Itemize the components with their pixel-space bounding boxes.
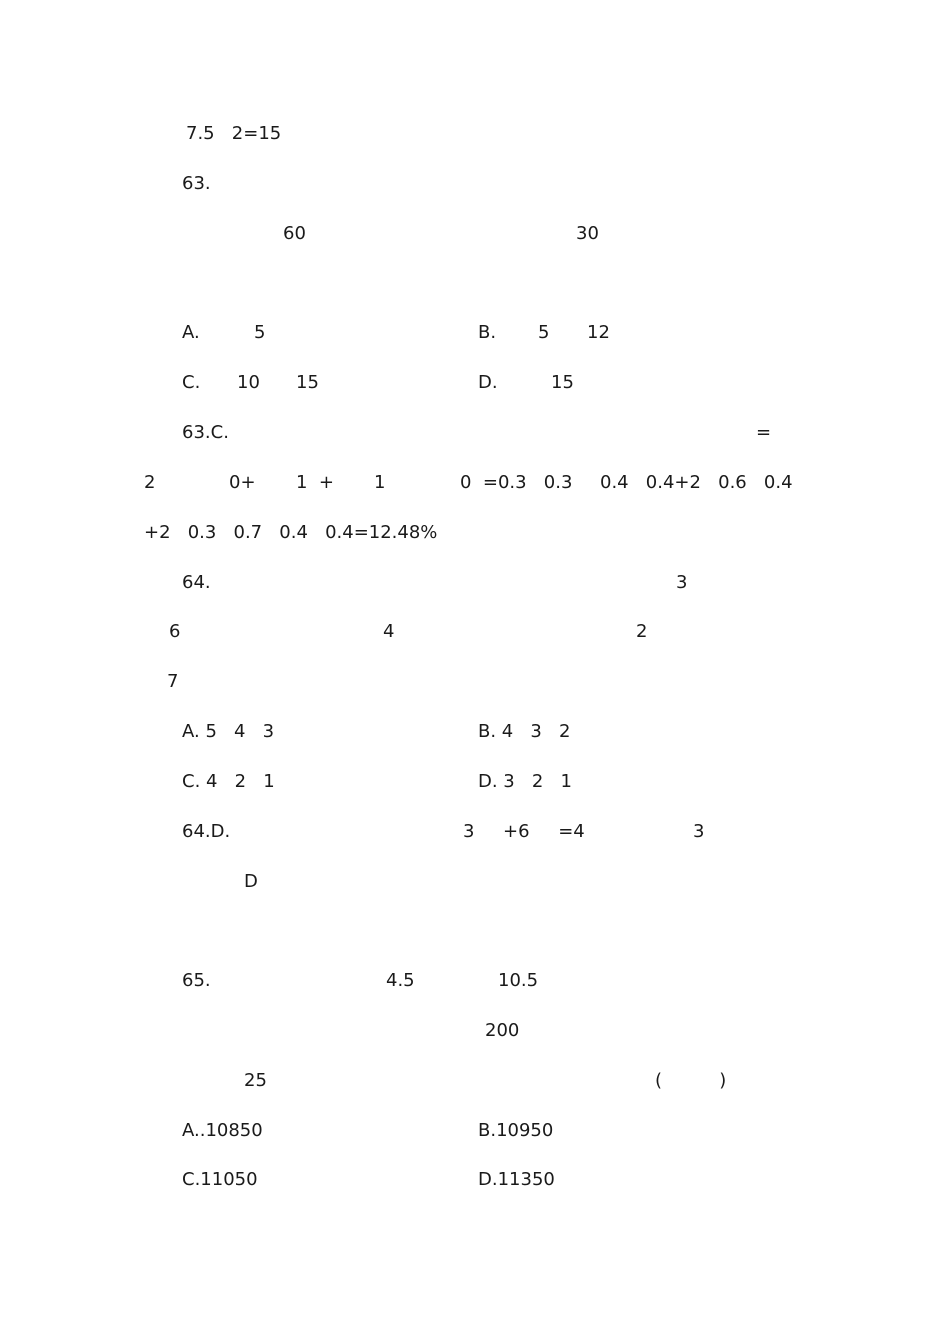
option-63-b-value-1: 5 [538,322,550,343]
question-64-value-7: 7 [167,671,179,692]
equation-line: 7.5 2=15 [186,123,282,144]
option-65-d: D.11350 [478,1169,555,1190]
question-65-value-10-5: 10.5 [498,970,539,991]
answer-64: 64.D. [182,821,231,842]
option-63-c-value-1: 10 [237,372,260,393]
calc-63-part-d: 1 [374,472,386,493]
option-64-d: D. 3 2 1 [478,771,572,792]
option-64-b: B. 4 3 2 [478,721,571,742]
calc-63-line-2: +2 0.3 0.7 0.4 0.4=12.48% [144,522,438,543]
option-65-c: C.11050 [182,1169,258,1190]
answer-64-calc: 3 +6 =4 [463,821,585,842]
question-63-value-60: 60 [283,223,306,244]
calc-63-part-b: 0+ [229,472,256,493]
question-65-value-25: 25 [244,1070,267,1091]
answer-63: 63.C. [182,422,229,443]
question-63-value-30: 30 [576,223,599,244]
option-63-c-label: C. [182,372,201,393]
option-65-b: B.10950 [478,1120,554,1141]
question-65-value-200: 200 [485,1020,520,1041]
option-63-b-value-2: 12 [587,322,610,343]
option-64-c: C. 4 2 1 [182,771,275,792]
question-64-value-3: 3 [676,572,688,593]
calc-63-part-e: 0 =0.3 0.3 [460,472,573,493]
option-65-a: A..10850 [182,1120,263,1141]
answer-64-value-3: 3 [693,821,705,842]
question-64-value-6: 6 [169,621,181,642]
calc-63-part-f: 0.4 0.4+2 0.6 0.4 [600,472,793,493]
calc-63-part-c: 1 + [296,472,334,493]
question-65-number: 65. [182,970,211,991]
option-63-d-value: 15 [551,372,574,393]
question-64-number: 64. [182,572,211,593]
question-64-value-4: 4 [383,621,395,642]
calc-63-part-a: 2 [144,472,156,493]
option-63-a-label: A. [182,322,200,343]
answer-blank-parentheses: ( ) [655,1070,727,1091]
option-63-a-value: 5 [254,322,266,343]
option-63-c-value-2: 15 [296,372,319,393]
question-64-value-2: 2 [636,621,648,642]
answer-63-equals: = [756,422,772,443]
question-63-number: 63. [182,173,211,194]
option-64-a: A. 5 4 3 [182,721,275,742]
answer-64-choice: D [244,871,258,892]
option-63-b-label: B. [478,322,497,343]
option-63-d-label: D. [478,372,498,393]
question-65-value-4-5: 4.5 [386,970,415,991]
